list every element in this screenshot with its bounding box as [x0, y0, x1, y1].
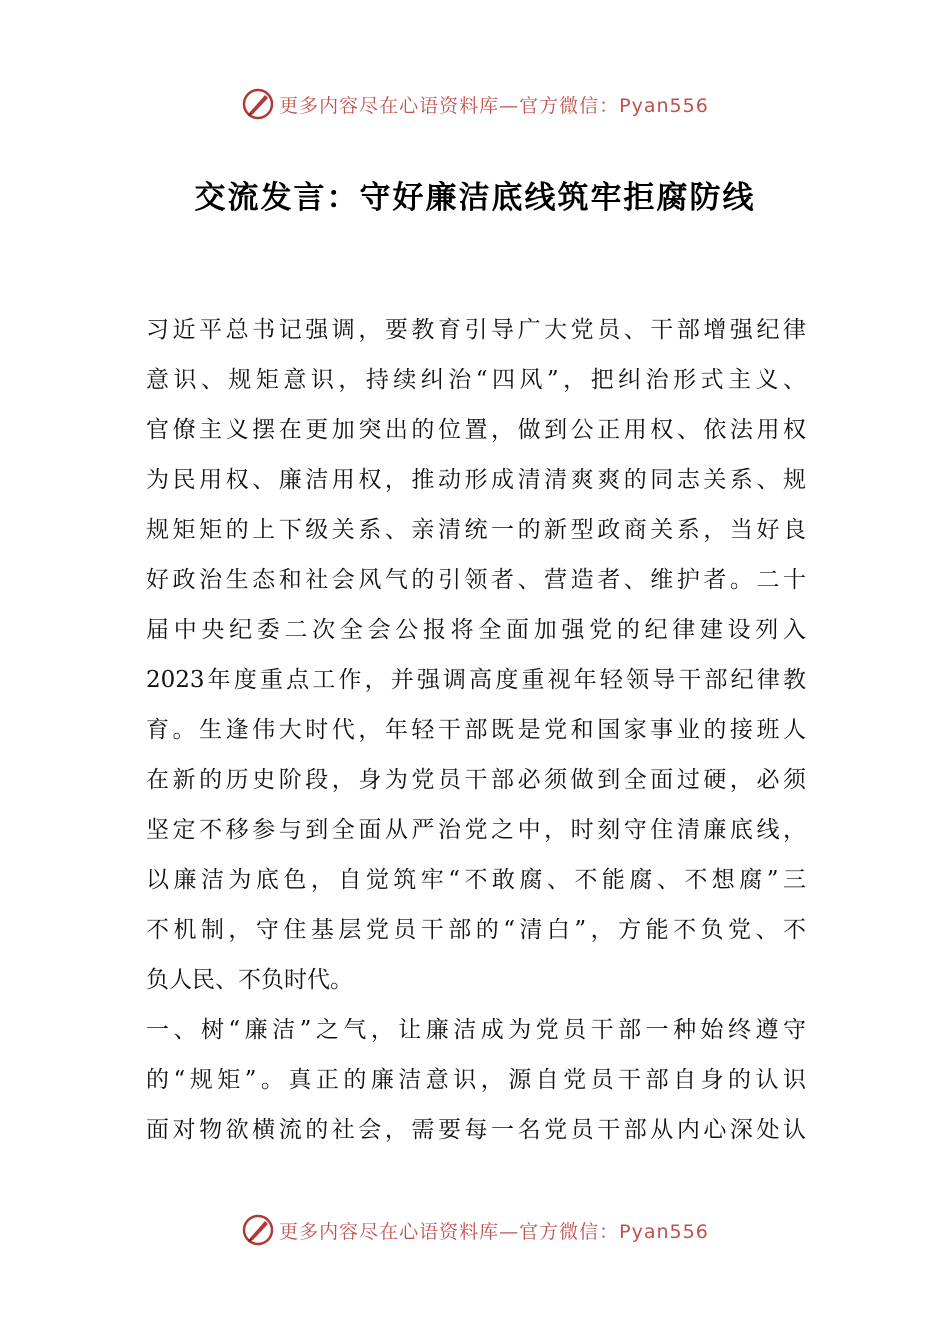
text-line: 不机制，守住基层党员干部的“清白”，方能不负党、不: [146, 917, 806, 943]
watermark-text: 更多内容尽在心语资料库—官方微信：Pyan556: [279, 1220, 709, 1243]
wechat-id: Pyan556: [619, 94, 709, 117]
text-line: 以廉洁为底色，自觉筑牢“不敢腐、不能腐、不想腐”三: [146, 867, 806, 893]
header-watermark: [0, 84, 950, 124]
text-line: 坚定不移参与到全面从严治党之中，时刻守住清廉底线，: [146, 817, 806, 843]
text-line: 规矩矩的上下级关系、亲清统一的新型政商关系，当好良: [146, 517, 806, 543]
watermark-text: 更多内容尽在心语资料库—官方微信：Pyan556: [279, 94, 709, 117]
text-line: 为民用权、廉洁用权，推动形成清清爽爽的同志关系、规: [146, 467, 806, 493]
text-line: 面对物欲横流的社会，需要每一名党员干部从内心深处认: [146, 1117, 806, 1143]
text-line: 在新的历史阶段，身为党员干部必须做到全面过硬，必须: [146, 767, 806, 793]
document-title: 交流发言：守好廉洁底线筑牢拒腐防线: [194, 180, 756, 216]
pen-logo-icon: [241, 1213, 275, 1247]
text-line: 习近平总书记强调，要教育引导广大党员、干部增强纪律: [146, 317, 806, 343]
text-line: 2023年度重点工作，并强调高度重视年轻领导干部纪律教: [146, 667, 806, 693]
text-line: 一、树“廉洁”之气，让廉洁成为党员干部一种始终遵守: [146, 1017, 806, 1043]
text-line: 育。生逢伟大时代，年轻干部既是党和国家事业的接班人: [146, 717, 806, 743]
document-body: [146, 305, 806, 1155]
text-line: 官僚主义摆在更加突出的位置，做到公正用权、依法用权: [146, 417, 806, 443]
pen-logo-icon: [241, 87, 275, 121]
text-line: 届中央纪委二次全会公报将全面加强党的纪律建设列入: [146, 617, 806, 643]
wechat-id: Pyan556: [619, 1220, 709, 1243]
footer-watermark: [0, 1210, 950, 1250]
text-line: 意识、规矩意识，持续纠治“四风”，把纠治形式主义、: [146, 367, 806, 393]
text-line: 负人民、不负时代。: [146, 967, 353, 993]
text-line: 的“规矩”。真正的廉洁意识，源自党员干部自身的认识: [146, 1067, 806, 1093]
text-line: 好政治生态和社会风气的引领者、营造者、维护者。二十: [146, 567, 806, 593]
